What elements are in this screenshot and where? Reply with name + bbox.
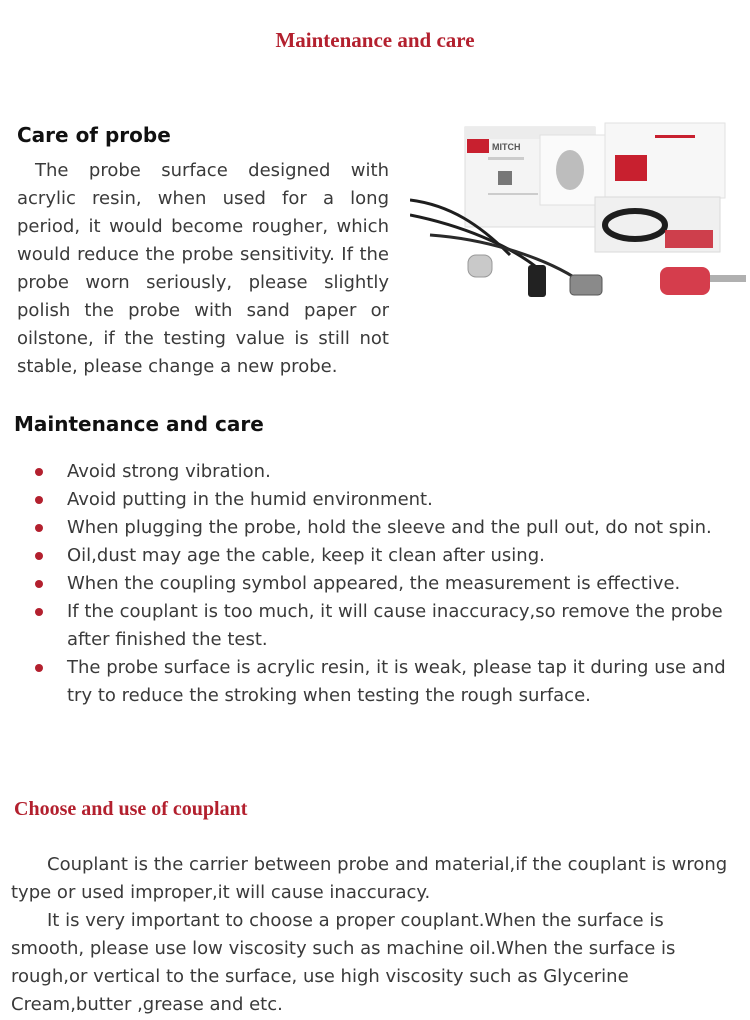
maintenance-heading: Maintenance and care xyxy=(14,412,264,436)
box-brand-text: MITCH xyxy=(492,142,521,152)
maintenance-list xyxy=(0,458,750,710)
connector-icon xyxy=(528,265,546,297)
list-item: Avoid strong vibration. xyxy=(0,458,750,486)
product-photo xyxy=(410,115,750,325)
probe-head-icon xyxy=(556,150,584,190)
list-item: If the couplant is too much, it will cause inaccuracy,so remove the probe after finished the test. xyxy=(0,598,750,654)
bullet-dot-icon xyxy=(35,468,43,476)
bullet-dot-icon xyxy=(35,664,43,672)
couplant-text xyxy=(11,851,741,1019)
product-photo-svg xyxy=(410,115,750,325)
screwdriver-icon xyxy=(660,267,710,295)
list-item: When plugging the probe, hold the sleeve and the pull out, do not spin. xyxy=(0,514,750,542)
care-of-probe-heading: Care of probe xyxy=(17,123,171,147)
page-title: Maintenance and care xyxy=(275,28,475,52)
bullet-dot-icon xyxy=(35,496,43,504)
bullet-dot-icon xyxy=(35,580,43,588)
probe-icon xyxy=(468,255,492,277)
couplant-paragraph: It is very important to choose a proper couplant.When the surface is smooth, please use low viscosity such as machine oil.When the surface is rough,or vertical to the surface, use high viscosity such as Glycerine Cream,butter ,grease and etc. xyxy=(11,910,676,1015)
list-item: Oil,dust may age the cable, keep it clean after using. xyxy=(0,542,750,570)
bullet-dot-icon xyxy=(35,552,43,560)
bullet-dot-icon xyxy=(35,524,43,532)
list-item: The probe surface is acrylic resin, it is weak, please tap it during use and try to reduce the stroking when testing the rough surface. xyxy=(0,654,750,710)
bullet-dot-icon xyxy=(35,608,43,616)
list-item: Avoid putting in the humid environment. xyxy=(0,486,750,514)
list-item: When the coupling symbol appeared, the measurement is effective. xyxy=(0,570,750,598)
couplant-paragraph: Couplant is the carrier between probe and material,if the couplant is wrong type or used improper,it will cause inaccuracy. xyxy=(11,854,728,903)
couplant-heading: Choose and use of couplant xyxy=(14,798,248,820)
care-of-probe-text: The probe surface designed with acrylic resin, when used for a long period, it would become rougher, which would reduce the probe sensitivity. If the probe worn seriously, please slightly polish the probe with sand paper or oilstone, if the testing value is still not stable, please change a new probe. xyxy=(17,160,389,377)
qr-code-icon xyxy=(498,171,512,185)
